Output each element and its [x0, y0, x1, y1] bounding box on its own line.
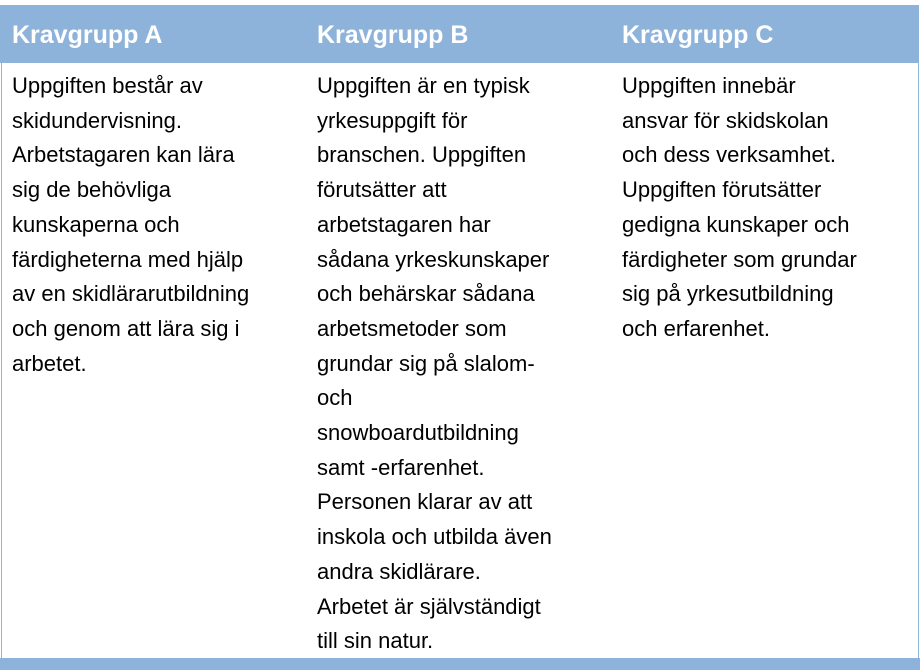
table-header-row — [0, 5, 919, 63]
column-header-kravgrupp-a: Kravgrupp A — [12, 21, 163, 49]
table-cell-kravgrupp-a: Uppgiften består av skidundervisning. Arbetstagaren kan lära sig de behövliga kunskaperna och färdigheterna med hjälp av en skidlärarutbildning och genom att lära sig i arbetet. — [12, 73, 250, 376]
table-cell-kravgrupp-c: Uppgiften innebär ansvar för skidskolan och dess verksamhet. Uppgiften förutsätter gedigna kunskaper och färdigheter som grundar sig på yrkesutbildning och erfarenhet. — [622, 73, 857, 341]
table-bottom-border — [0, 658, 920, 670]
column-header-kravgrupp-b: Kravgrupp B — [317, 21, 469, 49]
column-header-kravgrupp-c: Kravgrupp C — [622, 21, 774, 49]
table-cell-kravgrupp-b: Uppgiften är en typisk yrkesuppgift för branschen. Uppgiften förutsätter att arbetstagaren har sådana yrkeskunskaper och behärskar sådana arbetsmetoder som grundar sig på slalom- och snowboardutbildning samt -erfarenhet. Personen klarar av att inskola och utbilda även andra skidlärare. Arbetet är självständigt till sin natur. — [317, 73, 552, 654]
